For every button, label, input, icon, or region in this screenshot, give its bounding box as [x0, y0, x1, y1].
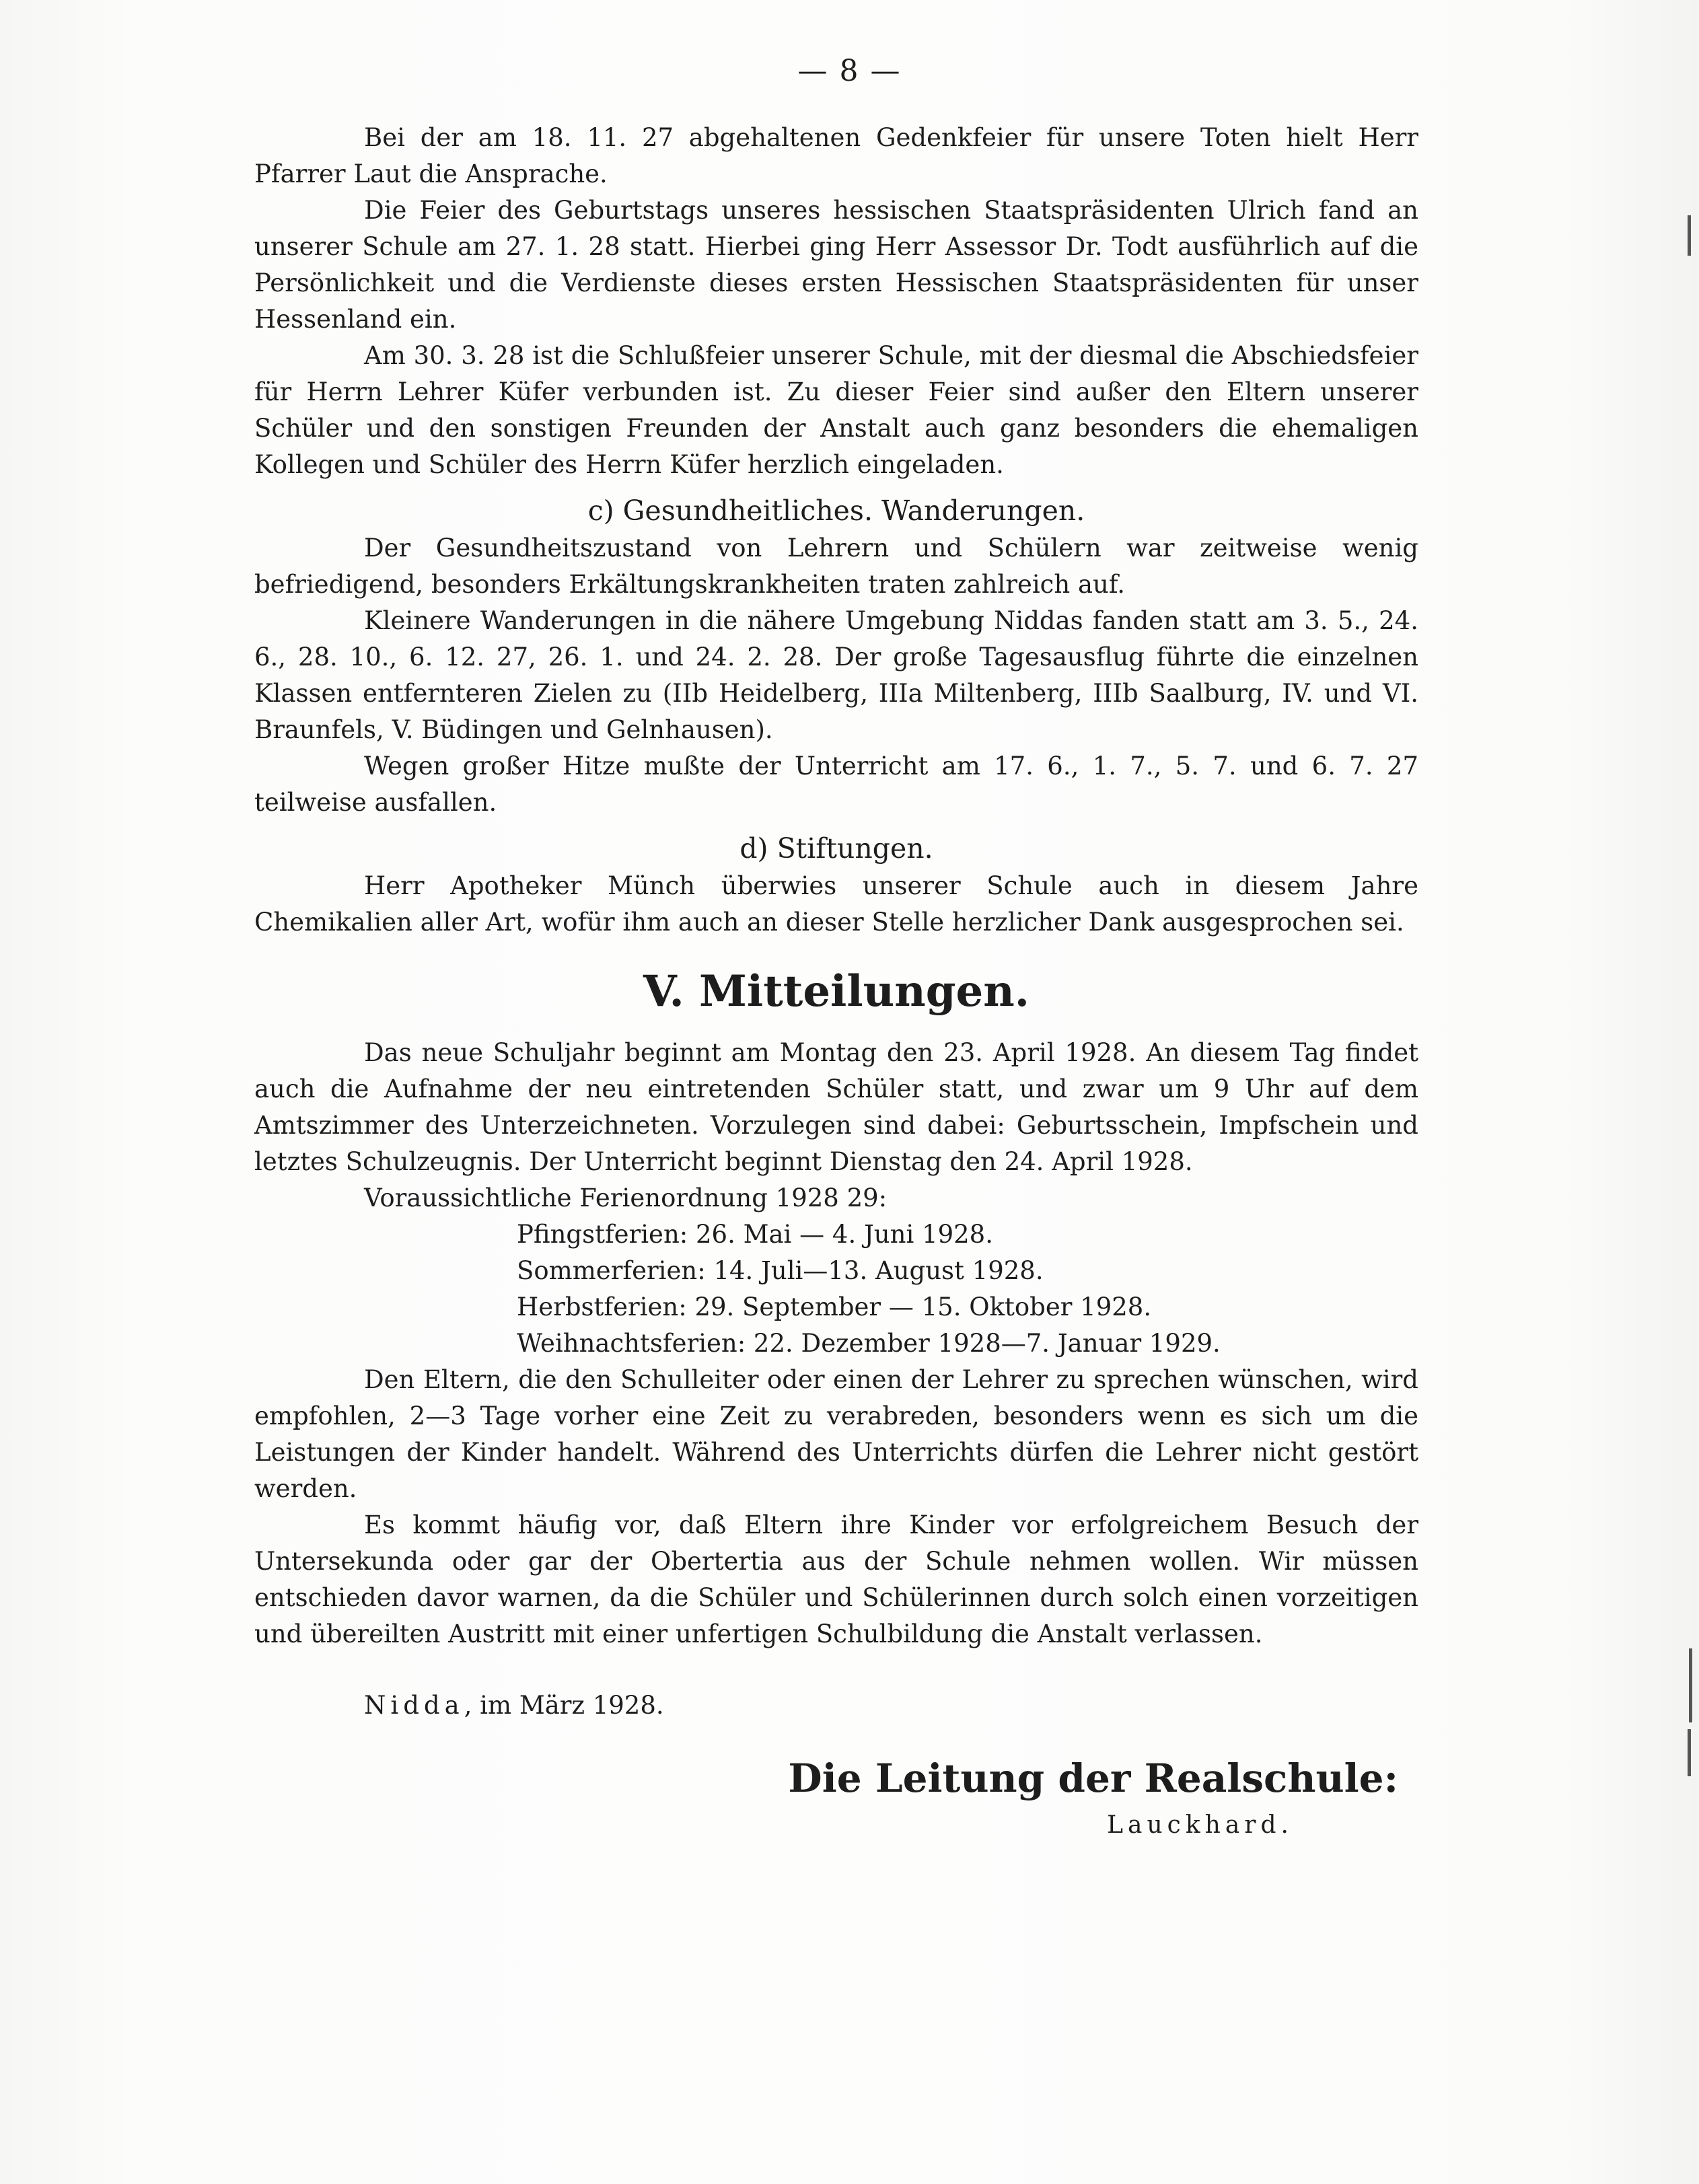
signer-name: Lauckhard.	[1107, 1811, 1293, 1839]
subsection-c-heading: c) Gesundheitliches. Wanderungen.	[587, 495, 1085, 527]
holiday-item: Herbstferien: 29. September — 15. Oktober 1928.	[517, 1293, 1152, 1321]
paragraph-parents-meetings: Den Eltern, die den Schulleiter oder einen der Lehrer zu sprechen wünschen, wird empfohlen, 2—3 Tage vorher eine Zeit zu verabreden, besonders wenn es sich um die Leistungen der Kinder handelt. Während des Unterrichts dürfen die Lehrer nicht gestört werden.	[254, 1365, 1418, 1503]
holiday-item: Sommerferien: 14. Juli—13. August 1928.	[517, 1256, 1044, 1285]
paragraph-birthday-celebration: Die Feier des Geburtstags unseres hessischen Staatspräsidenten Ulrich fand an unserer Schule am 27. 1. 28 statt. Hierbei ging Herr Assessor Dr. Todt ausführlich auf die Persönlichkeit und die Verdienste dieses ersten Hessischen Staatspräsidenten für unser Hessenland ein.	[254, 196, 1418, 334]
date-text: , im März 1928.	[464, 1691, 664, 1720]
scan-edge-mark	[1689, 1648, 1692, 1722]
paragraph-school-year: Das neue Schuljahr beginnt am Montag den 23. April 1928. An diesem Tag findet auch die Aufnahme der neu eintretenden Schüler statt, und zwar um 9 Uhr auf dem Amtszimmer des Unterzeichneten. Vorzulegen sind dabei: Geburtsschein, Impfschein und letztes Schulzeugnis. Der Unterricht beginnt Dienstag den 24. April 1928.	[254, 1038, 1418, 1176]
section-v-title: V. Mitteilungen.	[643, 966, 1029, 1017]
scan-edge-mark	[1688, 215, 1691, 256]
page-number: — 8 —	[797, 54, 902, 88]
subsection-d-heading: d) Stiftungen.	[739, 832, 933, 865]
paragraph-memorial: Bei der am 18. 11. 27 abgehaltenen Gedenkfeier für unsere Toten hielt Herr Pfarrer Laut die Ansprache.	[254, 123, 1418, 188]
place-name: Nidda	[364, 1691, 464, 1720]
paragraph-early-leaving: Es kommt häufig vor, daß Eltern ihre Kinder vor erfolgreichem Besuch der Untersekunda oder gar der Obertertia aus der Schule nehmen wollen. Wir müssen entschieden davor warnen, da die Schüler und Schülerinnen durch solch einen vorzeitigen und übereilten Austritt mit einer unfertigen Schulbildung die Anstalt verlassen.	[254, 1510, 1418, 1648]
holiday-item: Weihnachtsferien: 22. Dezember 1928—7. Januar 1929.	[517, 1329, 1221, 1358]
holiday-item: Pfingstferien: 26. Mai — 4. Juni 1928.	[517, 1220, 993, 1249]
paragraph-closing-ceremony: Am 30. 3. 28 ist die Schlußfeier unserer Schule, mit der diesmal die Abschiedsfeier für Herrn Lehrer Küfer verbunden ist. Zu dieser Feier sind außer den Eltern unserer Schüler und den sonstigen Freunden der Anstalt auch ganz besonders die ehemaligen Kollegen und Schüler des Herrn Küfer herzlich eingeladen.	[254, 341, 1418, 479]
main-text	[254, 120, 1418, 1844]
scan-edge-mark	[1688, 1729, 1691, 1776]
holiday-intro: Voraussichtliche Ferienordnung 1928 29:	[364, 1184, 888, 1212]
paragraph-heat: Wegen großer Hitze mußte der Unterricht am 17. 6., 1. 7., 5. 7. und 6. 7. 27 teilweise ausfallen.	[254, 752, 1418, 817]
holiday-list	[254, 1216, 1418, 1362]
place-date	[254, 1687, 1418, 1724]
paragraph-hikes: Kleinere Wanderungen in die nähere Umgebung Niddas fanden statt am 3. 5., 24. 6., 28. 10., 6. 12. 27, 26. 1. und 24. 2. 28. Der große Tagesausflug führte die einzelnen Klassen entfernteren Zielen zu (IIb Heidelberg, IIIa Miltenberg, IIIb Saalburg, IV. und VI. Braunfels, V. Büdingen und Gelnhausen).	[254, 606, 1418, 744]
paragraph-health: Der Gesundheitszustand von Lehrern und Schülern war zeitweise wenig befriedigend, besonders Erkältungskrankheiten traten zahlreich auf.	[254, 534, 1418, 599]
paragraph-donations: Herr Apotheker Münch überwies unserer Schule auch in diesem Jahre Chemikalien aller Art, wofür ihm auch an dieser Stelle herzlicher Dank ausgesprochen sei.	[254, 871, 1418, 937]
signature-line: Die Leitung der Realschule:	[788, 1755, 1398, 1801]
